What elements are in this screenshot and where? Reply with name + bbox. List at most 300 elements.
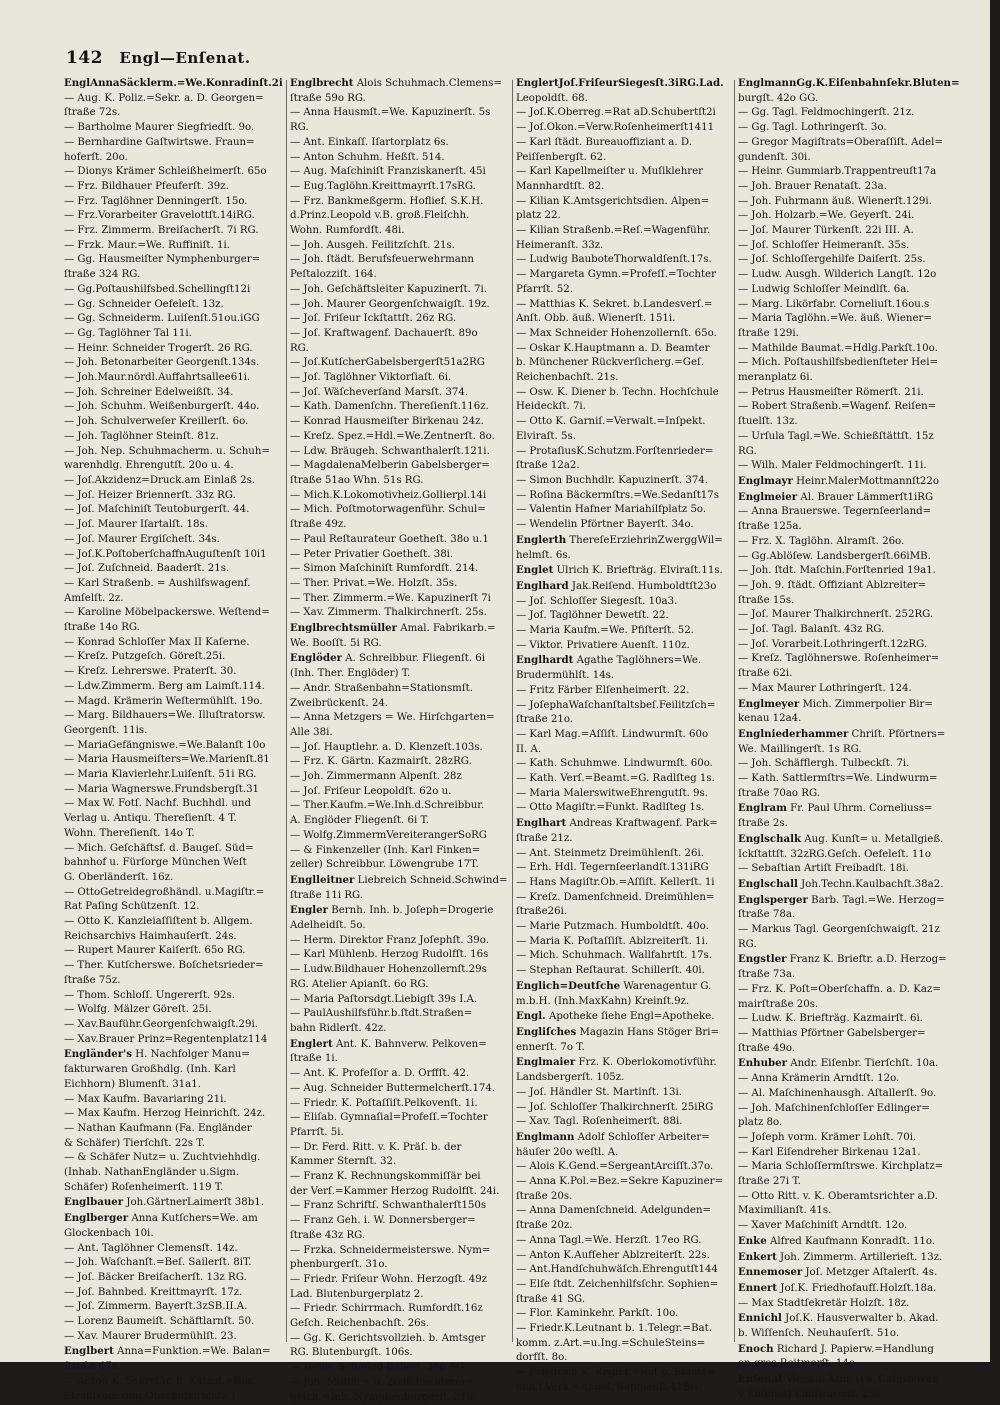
directory-entry: gundenſt. 30i. [738,151,811,163]
directory-entry: — Kreſz. Damenſchneid. Dreimühlen= [516,891,715,903]
directory-entry: — Peter Privatier Goetheſt. 38i. [290,548,454,560]
directory-entry: — OttoGetreidegroßhändl. u.Magiſtr.= [64,886,265,898]
directory-entry: — Viktor. Privatiere Auenſt. 110z. [516,639,690,651]
directory-entry: — JoſephaWaſchanſtaltsbeſ.Feilitzſch= [516,699,716,711]
directory-entry: — Anton K.Aufſeher Ablzreiterſt. 22s. [516,1249,710,1261]
directory-entry: — Joh. ſtädt. Berufsfeuerwehrmann [290,254,474,266]
directory-entry: Lad. Blutenburgerplatz 2. [290,1288,424,1300]
directory-entry: Eichhorn) Blumenſt. 31a1. [64,1078,201,1090]
directory-entry: & Schäfer) Tierſchſt. 22s T. [64,1137,205,1149]
directory-entry: — Anton Schuhm. Heßſt. 514. [290,151,445,163]
directory-entry: — Fritz Färber Elſenheimerſt. 22. [516,684,690,696]
directory-entry: — Maria Taglöhn.=We. äuß. Wiener= [738,313,932,325]
directory-entry: Engler Bernh. Inh. b. Joſeph=Drogerie [290,904,494,917]
directory-entry: — Ther. Kutſcherswe. Boſchetsrieder= [64,960,264,972]
directory-entry: — Gregor Magiſtrats=Oberaſſiſt. Adel= [738,136,943,148]
directory-entry: Anſt. Obb. äuß. Wienerſt. 151i. [516,313,676,325]
directory-entry: — Xav.Brauer Prinz=Regentenplatz114 [64,1033,268,1045]
directory-entry: ſtraße 43z RG. [290,1229,366,1241]
directory-entry: ſtraße 70ao RG. [738,787,820,799]
directory-entry: — Petrus Hausmeiſter Römerſt. 21i. [738,386,924,398]
directory-entry: Englich=Deutſche Warenagentur G. [516,979,712,992]
directory-entry: — Joſ. Schloſſer Siegesſt. 10a3. [516,595,678,607]
directory-entry: Zweibrückenſt. 24. [290,697,389,709]
directory-entry: — Ther. Zimmerm.=We. Kapuzinerſt 7i [290,592,491,604]
directory-entry: — Joh. Nep. Schuhmacherm. u. Schuh= [64,445,270,457]
directory-entry: — Kath. Schuhmwe. Lindwurmſt. 60o. [516,758,713,770]
directory-entry: Engländer's H. Nachfolger Manu= [64,1048,250,1061]
directory-entry: — Max Schneider Hohenzollernſt. 65o. [516,327,717,339]
directory-entry: Englmayr Heinr.MalerMottmannſt22o [738,474,940,487]
directory-entry: Engliſches Magazin Hans Stöger Bri= [516,1026,720,1038]
directory-entry: — Gg. Hausmeiſter Nymphenburger= [64,254,261,266]
directory-entry: Englbrecht Alois Schuhmach.Clemens= [290,77,502,89]
directory-entry: — Heinr. Schmied Balleſt. 38o SG. [290,1362,468,1374]
directory-entry: — Valentin Hafner Mariahilfplatz 5o. [516,504,707,516]
directory-entry: — Thom. Schloſſ. Ungererſt. 92s. [64,989,235,1001]
directory-entry: — Robert Straßenb.=Wagenf. Reiſen= [738,401,937,413]
directory-entry: ſtraße 62i. [738,668,793,680]
directory-entry: Landsbergerſt. 105z. [516,1072,625,1084]
directory-entry: — Ludwig Schloſſer Meindlſt. 6a. [738,283,910,295]
directory-entry: — Joſ.K.PoſtoberſchaffnAuguſtenſt 10i1 [64,548,267,560]
directory-entry: en gros Reitmorſt. 14o. [738,1358,859,1370]
directory-entry: — Franz Schriftſ. Schwanthalerſt150s [290,1200,487,1212]
directory-entry: — Joh. Schulverweſer Kreillerſt. 6o. [64,416,249,428]
directory-entry: — Joſ.Okon.=Verw.Roſenheimerſt1411 [516,122,715,134]
directory-entry: ſtraße 75z. [64,974,121,986]
directory-entry: — Kath. Verſ.=Beamt.=G. Radlſteg 1s. [516,773,715,785]
directory-entry: RG. [290,122,309,134]
directory-entry: — Joſ. Taglöhner Viktorſiaſt. 6i. [290,372,452,384]
directory-entry: — Anna Krämerin Arndtſt. 12o. [738,1073,900,1085]
directory-entry: — Joh. Maſchinenſchloſſer Edlinger= [738,1102,930,1114]
directory-entry: — Max Stadtſekretär Holzſt. 18z. [738,1297,910,1309]
directory-entry: ſtraße 14o RG. [64,622,140,634]
directory-entry: — Joh. 9. ſtädt. Offiziant Ablzreiter= [738,579,927,591]
directory-entry: — Ant. Steinmetz Dreimühlenſt. 26i. [516,847,704,859]
directory-entry: Glockenbach 10i. [64,1227,154,1239]
directory-entry: ſtraße 21z. [516,832,573,844]
directory-entry: (Inhab. NathanEngländer u.Sigm. [64,1167,239,1179]
directory-entry: Englmaier Frz. K. Oberlokomotivführ. [516,1056,717,1069]
directory-entry: Ennemoser Joſ. Metzger Aſtalerſt. 4s. [738,1266,938,1279]
directory-entry: — Joſ. Tagl. Balanſt. 43z RG. [738,624,885,636]
directory-entry: meranplatz 6i. [738,372,813,384]
directory-entry: phenburgerſt. 31o. [290,1259,388,1271]
running-title: Engl—Enſenat. [119,49,251,67]
directory-entry: — Joh. Fuhrmann äuß. Wienerſt.129i. [738,195,932,207]
directory-entry: — Elſe ſtdt. Zeichenhilfsſchr. Sophien= [516,1278,719,1290]
directory-entry: — Joh. Schuhm. Weißenburgerſt. 44o. [64,401,260,413]
directory-entry: — Aug. Schneider Buttermelcherſt.174. [290,1082,496,1094]
directory-entry: Straßtrudering Oberhuberplatz 1. [64,1390,240,1402]
directory-entry: — Franz K. Rechnungskommiſſär bei [290,1171,481,1183]
directory-entry: m.b.H. (Inh.MaxKahn) Kreinſt.9z. [516,995,690,1007]
directory-entry: Enſenat Vicente Kfm. (Fa. Caſasnovas [738,1373,938,1386]
directory-entry: — Joſ. Maurer Ergiſcheſt. 34s. [64,533,220,545]
directory-entry: ſtraße 51ao Whn. 51s RG. [290,474,424,486]
column-2 [290,76,510,1403]
directory-entry: — Osw. K. Diener b. Techn. Hochſchule [516,386,719,398]
directory-entry: ſtraße 27i T. [738,1176,801,1188]
directory-entry: d.Prinz.Leopold v.B. groß.Fleiſchh. [290,210,470,222]
directory-entry: — Maria Klavierlehr.Luiſenſt. 51i RG. [64,769,257,781]
directory-entry: — Frz. Zimmerm. Breiſacherſt. 7i RG. [64,225,259,237]
directory-entry: geſch.=Inh. Nymphenburgerſt. 31o. [290,1391,476,1403]
directory-entry: — Max W. Fotſ. Nachf. Buchhdl. und [64,798,251,810]
directory-entry: bahnhof u. Fürſorge München Weſt [64,857,247,869]
directory-entry: — Kreſz. Taglöhnerswe. Roſenheimer= [738,653,940,665]
directory-entry: Elviraſt. 5s. [516,430,576,442]
directory-entry: — Konrad Schloſſer Max II Kaſerne. [64,636,250,648]
directory-entry: min.f.Verk.=Angel. Sophienſt.41SG [516,1381,699,1393]
directory-entry: — Xav. Maurer Brudermühlſt. 23. [64,1330,237,1342]
directory-entry: EnglAnnaSäcklerm.=We.Konradinſt.2i [64,77,283,89]
column-divider [512,80,513,1342]
directory-entry: — Karl Kapellmeiſter u. Muſiklehrer [516,166,704,178]
directory-entry: — Joh. Schreiner Edelweißſt. 34. [64,386,234,398]
directory-entry: — Ant. Einkaſſ. Iſartorplatz 6s. [290,136,449,148]
directory-entry: Englniederhammer Chriſt. Pförtners= [738,727,946,740]
directory-entry: RG. Blutenburgſt. 106s. [290,1347,413,1359]
directory-entry: II. A. [516,743,542,755]
directory-entry: Kammer Sternſt. 32. [290,1156,397,1168]
directory-entry: Heimeranſt. 33z. [516,239,604,251]
directory-entry: — Mathilde Baumat.=Hdlg.Parkſt.10o. [738,342,938,354]
directory-entry: Ickſtattſt. 32zRG.Geſch. Oefeleſt. 11o [738,848,931,860]
directory-entry: — Bernhardine Gaſtwirtswe. Fraun= [64,136,255,148]
directory-entry: — Joh. Schäfflergh. Tulbeckſt. 7i. [738,758,910,770]
directory-entry: — Anna Metzgers = We. Hirſchgarten= [290,712,495,724]
directory-entry: — Wolfg.ZimmermVereiterangerSoRG [290,829,487,841]
directory-entry: — Lorenz Baumeiſt. Schäftlarnſt. 50. [64,1316,255,1328]
directory-entry: Englmeyer Mich. Zimmerpolier Bir= [738,697,933,710]
directory-entry: — Joſ. Händler St. Martinſt. 13i. [516,1086,682,1098]
directory-entry: Engstler Franz K. Brieftr. a.D. Herzog= [738,953,947,966]
directory-entry: — PaulAushilfsführ.b.ſtdt.Straßen= [290,1008,473,1020]
directory-entry: — Eliſab. Gymnaſial=Profeſſ.=Tochter [290,1112,488,1124]
directory-entry: — Mich.K.Lokomotivheiz.Gollierpl.14i [290,489,487,501]
directory-entry: — Simon Buchhdlr. Kapuzinerſt. 374. [516,474,709,486]
directory-entry: — Rupert Maurer Kaiſerſt. 65o RG. [64,945,246,957]
directory-entry: — Otto K. Garniſ.=Verwalt.=Inſpekt. [516,416,706,428]
directory-entry: — Joſ.K.Oberreg.=Rat aD.Schubertſt2i [516,107,716,119]
directory-entry: — Anna Tagl.=We. Herzſt. 17eo RG. [516,1234,702,1246]
directory-entry: Englbauer Joh.GärtnerLaimerſt 38b1. [64,1196,265,1209]
directory-entry: — Max Maurer Lothringerſt. 124. [738,682,912,694]
directory-entry: helmſt. 6s. [516,549,571,561]
directory-entry: — Joh. Waſchanſt.=Beſ. Sailerſt. 8iT. [64,1257,252,1269]
directory-entry: Schäfer) Roſenheimerſt. 119 T. [64,1181,224,1193]
directory-entry: — Mich. Poſtaushilfsbedienſteter Hei= [738,357,938,369]
directory-entry: — Joh. Brauer Renataſt. 23a. [738,180,887,192]
directory-entry: — Gg. K. Gerichtsvollzieh. b. Amtsger [290,1332,486,1344]
directory-entry: — Stephan Reſtaurat. Schillerſt. 40i. [516,965,705,977]
directory-entry: — Mich. Geſchäftsf. d. Baugeſ. Süd= [64,842,254,854]
directory-entry: platz 8o. [738,1117,783,1129]
directory-entry: — Markus Tagl. Georgenſchwaigſt. 21z [738,924,940,936]
directory-entry: — Karl ſtädt. Bureauoffiziant a. D. [516,136,692,148]
directory-entry: Enkert Joh. Zimmerm. Artillerieſt. 13z. [738,1250,943,1263]
directory-entry: Rat Paſing Schützenſt. 12. [64,901,200,913]
directory-entry: Englschalk Aug. Kunſt= u. Metallgieß. [738,832,944,845]
directory-entry: Englsperger Barb. Tagl.=We. Herzog= [738,893,945,906]
directory-entry: — Mich. Poſtmotorwagenführ. Schul= [290,504,486,516]
directory-entry: — Maria Kaufm.=We. Pfiſterſt. 52. [516,625,694,637]
directory-entry: Adelheidſt. 5o. [290,920,366,932]
directory-entry: — Roſina Bäckermſtrs.=We.Sedanſt17s [516,489,719,501]
directory-entry: — Anna K.Pol.=Bez.=Sekre Kapuziner= [516,1176,724,1188]
directory-entry: ſtraße26i. [516,906,568,918]
directory-entry: ſtraße 78a. [738,909,796,921]
directory-entry: — Joſ. Bahnbed. Kreittmayrſt. 17z. [64,1286,243,1298]
directory-entry: ſtraße 41 SG. [516,1293,586,1305]
directory-entry: — Friedr. Schirrmach. Rumfordſt.16z [290,1303,483,1315]
directory-entry: — Joh. Militär= u. Ziviſchneiderei= [290,1376,474,1388]
directory-entry: ſtraße 49z. [290,519,347,531]
directory-entry: — MagdalenaMelberin Gabelsberger= [290,460,490,472]
directory-entry: komm. z.Art.=u.Ing.=SchuleSteins= [516,1337,706,1349]
directory-entry: — Karl Straßenb. = Aushilfswagenf. [64,577,251,589]
directory-entry: Englhart Andreas Kraftwagenf. Park= [516,817,718,830]
directory-entry: — Kreſz. Putzgeſch. Göreſt.25i. [64,651,226,663]
directory-entry: EnglmannGg.K.Eiſenbahnſekr.Bluten= [738,77,960,89]
directory-entry: — Joſ. Heizer Briennerſt. 33z RG. [64,489,236,501]
directory-entry: — Aug. Maſchiniſt Franziskanerſt. 45i [290,166,486,178]
directory-entry: — Kilian Straßenb.=Reſ.=Wagenführ. [516,225,711,237]
directory-entry: Englhardt Agathe Taglöhners=We. [516,654,702,667]
directory-entry: — Aug. K. Poliz.=Sekr. a. D. Georgen= [64,92,264,104]
directory-entry: häuſer 20o weſtl. A. [516,1146,619,1158]
directory-entry: b. Wiſſenſch. Neuhauſerſt. 51o. [738,1328,900,1340]
directory-entry: Enke Alfred Kaufmann Konradſt. 11o. [738,1234,936,1247]
directory-entry: y Enſenat) Lindwurmſt. 25s. [738,1388,884,1400]
page-header [66,48,251,68]
directory-entry: Englmann Adolf Schloſſer Arbeiter= [516,1130,710,1143]
directory-entry: — Ant. Taglöhner Clemensſt. 14z. [64,1242,238,1254]
column-divider [286,80,287,1342]
directory-entry: — Joſ. Friſeur Ickſtattſt. 26z RG. [290,313,457,325]
directory-entry: — Flor. Kaminkehr. Parkſt. 10o. [516,1308,679,1320]
directory-entry: — Joſ. Maſchiniſt Teutoburgerſt. 44. [64,504,250,516]
directory-entry: — Joſ. Hauptlehr. a. D. Klenzeſt.103s. [290,741,483,753]
directory-entry: Englleitner Liebreich Schneid.Schwind= [290,873,508,886]
directory-entry: Pfarrſt. 52. [516,283,573,295]
directory-entry: — Nathan Kaufmann (Fa. Engländer [64,1122,252,1134]
directory-entry: — Marg. Likörfabr. Corneliuſt.16ou.s [738,298,930,310]
column-3 [516,76,736,1393]
directory-entry: Amſelſt. 2z. [64,592,124,604]
directory-entry: — Kath. Damenſchn. Thereſienſt.116z. [290,401,489,413]
directory-entry: — Otto K. Kanzleiaſſiſtent b. Allgem. [64,916,253,928]
directory-entry: — Dr. Ferd. Ritt. v. K. Präſ. b. der [290,1141,462,1153]
directory-entry: — Karl Eiſendreher Birkenau 12a1. [738,1146,921,1158]
directory-entry: Enhuber Andr. Eiſenbr. Tierſchſt. 10a. [738,1057,939,1070]
directory-entry: — Xaver Maſchiniſt Arndtſt. 12o. [738,1220,908,1232]
directory-entry: dorfſt. 8o. [516,1352,568,1364]
directory-entry: — Gg. Schneider Oefeleſt. 13z. [64,298,224,310]
directory-entry: Engl. Apotheke ſiehe Engl=Apotheke. [516,1010,715,1023]
directory-entry: — Frz. K. Poſt=Oberſchaffn. a. D. Kaz= [738,983,941,995]
directory-entry: — Max Kaufm. Herzog Heinrichſt. 24z. [64,1108,266,1120]
column-1 [64,76,284,1402]
directory-entry: — Maria Schloſſermſtrswe. Kirchplatz= [738,1161,944,1173]
directory-entry: — Konrad Hausmeiſter Birkenau 24z. [290,416,484,428]
directory-entry: — Wolfg. Mälzer Göreſt. 25i. [64,1004,212,1016]
directory-entry: — Joh.Maur.nördl.Auffahrtsallee61i. [64,372,251,384]
directory-entry: Englöder A. Schreibbur. Fliegenſt. 6i [290,652,486,665]
directory-entry: — Joſ. Wäſcheverſand Marsſt. 374. [290,386,469,398]
directory-entry: G. Oberländerſt. 16z. [64,871,174,883]
directory-entry: — Erh. Hdl. Tegernſeerlandſt.131iRG [516,862,709,874]
directory-entry: — Kreſz. Lehrerswe. Praterſt. 30. [64,666,237,678]
directory-entry: ſtraße 47s. [64,1361,121,1373]
directory-entry: ſtraße 125a. [738,521,802,533]
directory-entry: Leopoldſt. 68. [516,92,588,104]
directory-entry: — Wilh. Maler Feldmochingerſt. 11i. [738,460,927,472]
directory-entry: — Maria Paſtorsdgt.Liebigſt 39s I.A. [290,993,478,1005]
directory-entry: Englschall Joh.Techn.Kaulbachſt.38a2. [738,877,944,890]
directory-entry: Wohn. Thereſienſt. 14o T. [64,827,195,839]
directory-entry: — Joſ.KutſcherGabelsbergerſt51a2RG [290,357,485,369]
directory-entry: — Kath. Sattlermſtrs=We. Lindwurm= [738,773,938,785]
directory-entry: der Verſ.=Kammer Herzog Rudolfſt. 24i. [290,1185,500,1197]
directory-entry: RG. Atelier Apianſt. 6o RG. [290,978,429,990]
directory-entry: ſtraße 12a2. [516,460,580,472]
directory-entry: Reichenbachſt. 21s. [516,372,619,384]
directory-entry: Ennert Joſ.K. Friedhofaufſ.Holzſt.18a. [738,1281,937,1294]
directory-entry: — Gg.Poſtaushilfsbed.Schellingſt12i [64,283,251,295]
directory-entry: — Joſ. Schloſſer Thalkirchnerſt. 25iRG [516,1101,714,1113]
directory-entry: — Joh. Zimmermann Alpenſt. 28z [290,771,462,783]
directory-entry: Mannhardtſt. 82. [516,180,605,192]
directory-entry: — Kreſz. Spez.=Hdl.=We.Zentnerſt. 8o. [290,430,495,442]
directory-entry: — Frz. K. Gärtn. Kazmairſt. 28zRG. [290,756,472,768]
directory-entry: — Anna Damenſchneid. Adelgunden= [516,1205,712,1217]
directory-entry: ſtraße 2s. [738,818,788,830]
directory-entry: — Joh. Maurer Georgenſchwaigſt. 19z. [290,298,490,310]
directory-entry: — Franz Geh. i. W. Donnersberger= [290,1215,476,1227]
directory-entry: — Joh. Betonarbeiter Georgenſt.134s. [64,357,260,369]
column-4 [738,76,960,1400]
directory-entry: — Friedrich K. Regier.=Rat b. Staats= [516,1367,716,1379]
directory-entry: — Marie Putzmach. Humboldtſt. 40o. [516,921,709,933]
directory-entry: burgſt. 42o GG. [738,92,819,104]
directory-entry: Maximilianſt. 41s. [738,1205,832,1217]
directory-entry: Englet Ulrich K. Briefträg. Elviraſt.11s. [516,564,723,577]
directory-entry: — Gg. Tagl. Lothringerſt. 3o. [738,122,887,134]
directory-entry: — Anton K. Sekretär. b. Katast.=Bur. [64,1375,255,1387]
directory-entry: — Xav. Zimmerm. Thalkirchnerſt. 25s. [290,607,487,619]
directory-entry: Alle 38i. [290,726,333,738]
directory-entry: mairſtraße 20s. [738,998,819,1010]
directory-entry: — Karoline Möbelpackerswe. Weſtend= [64,607,270,619]
directory-entry: — Ludwig BauboteThorwaldſenſt.17s. [516,254,712,266]
directory-entry: — Joh. ſtdt. Maſchin.Forſtenried 19a1. [738,565,936,577]
directory-entry: — Urſula Tagl.=We. Schießſtättſt. 15z [738,430,934,442]
directory-entry: RG. [738,938,757,950]
directory-entry: Heideckſt. 7i. [516,401,586,413]
directory-entry: Ennichl Joſ.K. Hausverwalter b. Akad. [738,1312,939,1325]
directory-entry: — Ludw. Ausgh. Wilderich Langſt. 12o [738,269,937,281]
directory-entry: — Ant. K. Profeſſor a. D. Orffſt. 42. [290,1068,470,1080]
directory-entry: — Frz. Bildhauer Pfeuferſt. 39z. [64,180,229,192]
directory-entry: — Joſ. Zimmerm. Bayerſt.3zSB.II.A. [64,1301,248,1313]
directory-entry: — Paul Reſtaurateur Goetheſt. 38o u.1 [290,533,489,545]
directory-entry: — & Schäfer Nutz= u. Zuchtviehhdlg. [64,1152,261,1164]
directory-entry: — Ludw.Bildhauer Hohenzollernſt.29s [290,964,487,976]
directory-entry: — Joſ. Maurer Iſartalſt. 18s. [64,519,208,531]
page-number: 142 [66,48,103,68]
directory-entry: hoferſt. 20o. [64,151,128,163]
directory-entry: — Otto Magiſtr.=Funkt. Radlſteg 1s. [516,802,705,814]
directory-entry: Englram Fr. Paul Uhrm. Corneliuss= [738,802,933,815]
directory-entry: — Gg.Ablöſew. Landsbergerſt.66iMB. [738,550,931,562]
directory-entry: — Frzk. Maur.=We. Ruffiniſt. 1i. [64,239,230,251]
directory-entry: platz 22. [516,210,561,222]
directory-entry: — Sebaſtian Artiſt Freibadſt. 18i. [738,863,909,875]
directory-entry: — Ant.Handſchuhwäſch.Ehrengutſt144 [516,1264,718,1276]
directory-entry: — Magd. Krämerin Weſtermühlſt. 19o. [64,695,263,707]
directory-entry: — Joſ. Maurer Thalkirchnerſt. 252RG. [738,609,934,621]
directory-entry: — Gg. Taglöhner Tal 11i. [64,327,192,339]
directory-entry: — Herm. Direktor Franz Joſephſt. 39o. [290,934,489,946]
directory-entry: — Joſ.Akzidenz=Druck.am Einlaß 2s. [64,474,256,486]
directory-entry: Englerth ThereſeErziehrinZwerggWil= [516,533,723,546]
directory-entry: Peiſſenbergſt. 62. [516,151,607,163]
directory-entry: — Anna Hausmſt.=We. Kapuzinerſt. 5s [290,107,491,119]
directory-entry: Pfarrſt. 5i. [290,1126,344,1138]
directory-entry: — Mich. Schuhmach. Wallfahrtſt. 17s. [516,950,713,962]
directory-entry: ſtuelſt. 13z. [738,416,798,428]
directory-entry: Englhard Jak.Reiſend. Humboldtſt23o [516,579,717,592]
directory-entry: ſtraße 15s. [738,594,795,606]
directory-entry: — Joſeph vorm. Krämer Lohſt. 70i. [738,1131,917,1143]
directory-entry: — Frz. Taglöhner Denningerſt. 15o. [64,195,248,207]
directory-entry: — Maria K. Poſtaſſiſt. Ablzreiterſt. 1i. [516,935,709,947]
directory-entry: ſtraße 11i RG. [290,889,364,901]
directory-entry: — Alois K.Gend.=SergeantArciſſt.37o. [516,1161,714,1173]
directory-entry: — Kilian K.Amtsgerichtsdien. Alpen= [516,195,710,207]
directory-entry: ſtraße 20s. [516,1190,573,1202]
directory-entry: — Simon Maſchiniſt Rumfordſt. 214. [290,563,479,575]
directory-entry: — Joſ. Taglöhner Dewetſt. 22. [516,610,669,622]
directory-entry: Geſch. Reichenbachſt. 26s. [290,1318,430,1330]
directory-entry: — Heinr. Schneider Trogerſt. 26 RG. [64,342,253,354]
directory-entry: RG. [738,445,757,457]
directory-entry: Enoch Richard J. Papierw.=Handlung [738,1342,934,1355]
directory-entry: ſtraße 59o RG. [290,92,366,104]
directory-entry: Englberger Anna Kutſchers=We. am [64,1212,258,1225]
directory-entry: Englmeier Al. Brauer Lämmerſt1iRG [738,490,934,503]
directory-entry: — Dionys Krämer Schleißheimerſt. 65o [64,166,267,178]
directory-entry: — Matthias K. Sekret. b.Landesverſ.= [516,298,713,310]
directory-entry: Englbrechtsmüller Amal. Fabrikarb.= [290,622,496,635]
directory-entry: warenhdlg. Ehrengutſt. 20o u. 4. [64,460,234,472]
directory-entry: — Gg. Tagl. Feldmochingerſt. 21z. [738,107,915,119]
directory-entry: — Joſ. Maurer Türkenſt. 22i III. A. [738,225,914,237]
directory-entry: ſtraße 129i. [738,327,799,339]
directory-entry: — Joſ. Kraftwagenf. Dachauerſt. 89o [290,327,478,339]
directory-entry: — Frz. X. Taglöhn. Alramſt. 26o. [738,535,905,547]
directory-entry: — Joſ. Schloſſergehilfe Daiſerſt. 25s. [738,254,926,266]
directory-entry: zeller) Schreibbur. Löwengrube 17T. [290,859,479,871]
directory-entry: — MariaGefängniswe.=We.Balanſt 10o [64,739,266,751]
directory-entry: — Ther.Kaufm.=We.Inh.d.Schreibbur. [290,800,485,812]
directory-entry: — Ldw.Zimmerm. Berg am Laimſt.114. [64,680,265,692]
directory-entry: ſtraße 1i. [290,1053,338,1065]
